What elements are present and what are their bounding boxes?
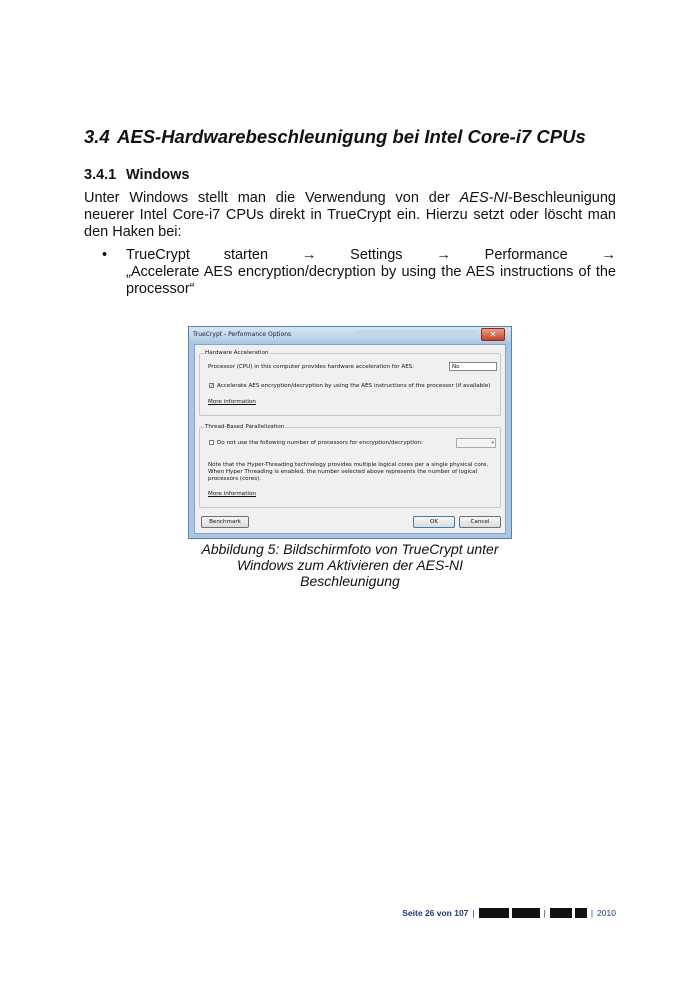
footer-separator: | [543,908,546,918]
subsection-title: Windows [126,167,190,183]
dialog-title: TrueCrypt - Performance Options [193,331,292,338]
dialog-titlebar [189,327,511,342]
arrow-icon: → [301,247,317,263]
footer-year: 2010 [597,908,616,918]
thread-checkbox-label: Do not use the following number of processors for encryption/decryption: [217,440,423,446]
thread-checkbox[interactable] [209,440,214,445]
titlebar-blur [357,330,477,334]
path-word: TrueCrypt [126,247,190,263]
footer-separator: | [590,908,594,918]
arrow-icon: → [436,247,451,263]
section-title: AES-Hardwarebeschleunigung bei Intel Core-i7 CPUs [117,126,586,147]
bullet-marker: • [102,247,108,263]
note-line: processors (cores). [208,476,262,482]
dialog-screenshot [188,326,512,539]
subsection-heading [84,167,190,183]
redaction-block [575,908,587,918]
caption-line: Abbildung 5: Bildschirmfoto von TrueCrypt unter [201,541,499,557]
chevron-down-icon: ▾ [491,440,494,446]
caption-line: Beschleunigung [300,573,400,589]
path-word: Settings [350,247,403,263]
arrow-icon: → [601,247,616,263]
page-number: Seite 26 von 107 [402,908,469,918]
hw-question: Processor (CPU) in this computer provides hardware acceleration for AES: [208,364,415,370]
hardware-acceleration-group [199,350,501,416]
cancel-button[interactable]: Cancel [459,516,501,528]
benchmark-button[interactable]: Benchmark [201,516,249,528]
close-icon[interactable]: ✕ [481,328,505,341]
bullet-option-text: „Accelerate AES encryption/decryption by using the AES instructions of the processor“ [126,264,616,297]
ok-button[interactable]: OK [413,516,455,528]
redaction-block [512,908,540,918]
bullet-path-line [126,247,616,264]
caption-line: Windows zum Aktivieren der AES-NI [236,557,464,573]
section-heading [84,126,624,148]
more-information-link[interactable]: More information [208,491,256,497]
note-line: Note that the Hyper-Threading technology provides multiple logical cores per a single physical core. [208,462,489,468]
paragraph-emphasis: AES-NI [459,190,508,206]
dialog-client-area [194,344,506,534]
path-word: Performance [484,247,568,263]
page-footer [402,908,616,918]
subsection-number: 3.4.1 [84,167,117,183]
paragraph-text-start: Unter Windows stellt man die Verwendung von der [84,190,460,206]
note-line: When Hyper Threading is enabled, the number selected above represents the number of logical [208,469,478,475]
group-label: Thread-Based Parallelization [205,424,285,430]
aes-checkbox-label: Accelerate AES encryption/decryption by using the AES instructions of the processor (if available) [217,383,491,389]
path-word: starten [223,247,269,263]
thread-parallelization-group [199,424,501,508]
more-information-link[interactable]: More information [208,399,256,405]
group-label: Hardware Acceleration [205,350,269,356]
processor-count-select[interactable] [456,438,496,448]
redaction-block [550,908,572,918]
redaction-block [479,908,509,918]
figure-caption [180,541,520,589]
section-number: 3.4 [84,126,110,147]
aes-checkbox[interactable]: ✓ [210,383,215,389]
paragraph-text-end: -Beschleunigung neuerer Intel Core-i7 CPUs direkt in TrueCrypt ein. Hierzu setzt oder löscht man den Haken bei: [84,190,616,240]
footer-separator: | [472,908,475,918]
hw-status-field: No [449,362,497,371]
body-paragraph [84,190,616,241]
